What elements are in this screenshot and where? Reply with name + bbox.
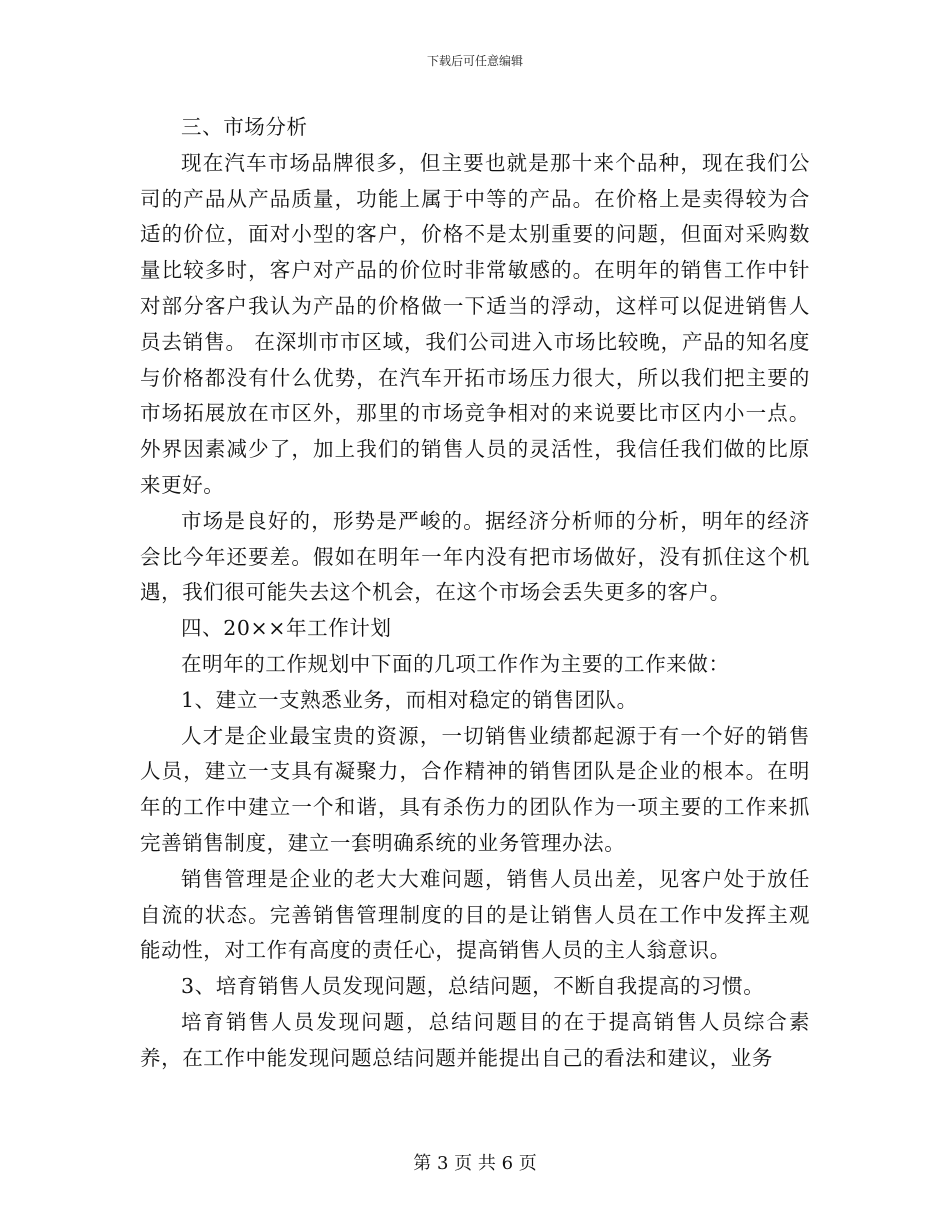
paragraph-training-detail: 培育销售人员发现问题，总结问题目的在于提高销售人员综合素养，在工作中能发现问题总结问题并能提出自己的看法和建议，业务 (140, 1009, 810, 1070)
paragraph-sales-management: 销售管理是企业的老大大难问题，销售人员出差，见客户处于放任自流的状态。完善销售管理制度的目的是让销售人员在工作中发挥主观能动性，对工作有高度的责任心，提高销售人员的主人翁意识。 (140, 866, 810, 963)
document-body (140, 110, 810, 1077)
paragraph-market-overview: 现在汽车市场品牌很多，但主要也就是那十来个品种，现在我们公司的产品从产品质量，功能上属于中等的产品。在价格上是卖得较为合适的价位，面对小型的客户，价格不是太别重要的问题，但面对采购数量比较多时，客户对产品的价位时非常敏感的。在明年的销售工作中针对部分客户我认为产品的价格做一下适当的浮动，这样可以促进销售人员去销售。 在深圳市市区域，我们公司进入市场比较晚，产品的知名度与价格都没有什么优势，在汽车开拓市场压力很大，所以我们把主要的市场拓展放在市区外，那里的市场竞争相对的来说要比市区内小一点。外界因素减少了，加上我们的销售人员的灵活性，我信任我们做的比原来更好。 (140, 150, 810, 497)
list-item-team: 1、建立一支熟悉业务，而相对稳定的销售团队。 (181, 687, 638, 712)
section-heading-work-plan: 四、20××年工作计划 (181, 616, 392, 641)
paragraph-plan-intro: 在明年的工作规划中下面的几项工作作为主要的工作来做： (181, 651, 730, 676)
list-item-training: 3、培育销售人员发现问题，总结问题，不断自我提高的习惯。 (181, 974, 765, 999)
header-note: 下载后可任意编辑 (426, 54, 523, 68)
section-heading-market-analysis: 三、市场分析 (181, 115, 308, 139)
paragraph-market-outlook: 市场是良好的，形势是严峻的。据经济分析师的分析，明年的经济会比今年还要差。假如在明年一年内没有把市场做好，没有抓住这个机遇，我们很可能失去这个机会，在这个市场会丢失更多的客户。 (140, 508, 810, 605)
paragraph-talent: 人才是企业最宝贵的资源，一切销售业绩都起源于有一个好的销售人员，建立一支具有凝聚力，合作精神的销售团队是企业的根本。在明年的工作中建立一个和谐，具有杀伤力的团队作为一项主要的工作来抓完善销售制度，建立一套明确系统的业务管理办法。 (140, 723, 810, 855)
page-number-footer: 第 3 页 共 6 页 (413, 1153, 537, 1174)
